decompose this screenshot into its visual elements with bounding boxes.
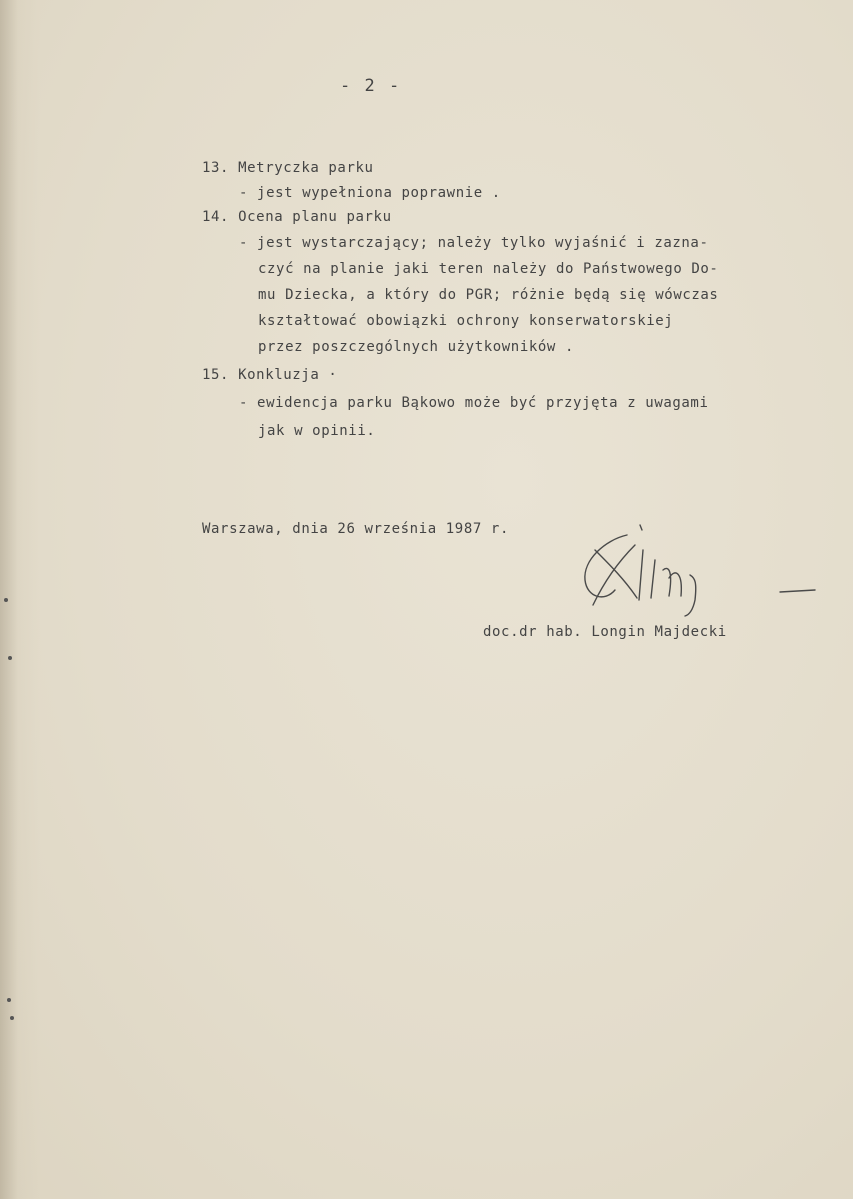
- signatory-name: doc.dr hab. Longin Majdecki: [483, 624, 727, 640]
- item-14-heading: 14. Ocena planu parku: [202, 209, 392, 225]
- item-14-line-3: mu Dziecka, a który do PGR; różnie będą się wówczas: [258, 287, 719, 303]
- item-14-line-5: przez poszczególnych użytkowników .: [258, 339, 575, 355]
- handwritten-signature: [565, 520, 825, 620]
- item-15-line-1: - ewidencja parku Bąkowo może być przyjęta z uwagami: [239, 395, 709, 411]
- item-15-heading: 15. Konkluzja ·: [202, 367, 338, 383]
- punch-hole-3: [7, 998, 11, 1002]
- item-14-line-1: - jest wystarczający; należy tylko wyjaśnić i zazna-: [239, 235, 709, 251]
- item-14-line-4: kształtować obowiązki ochrony konserwatorskiej: [258, 313, 674, 329]
- item-15-line-2: jak w opinii.: [258, 423, 376, 439]
- item-13-line-1: - jest wypełniona poprawnie .: [239, 185, 501, 201]
- punch-hole-1: [4, 598, 8, 602]
- place-date: Warszawa, dnia 26 września 1987 r.: [202, 521, 509, 537]
- page-number: - 2 -: [340, 76, 402, 96]
- item-14-line-2: czyć na planie jaki teren należy do Państwowego Do-: [258, 261, 719, 277]
- punch-hole-2: [8, 656, 12, 660]
- punch-hole-4: [10, 1016, 14, 1020]
- item-13-heading: 13. Metryczka parku: [202, 160, 374, 176]
